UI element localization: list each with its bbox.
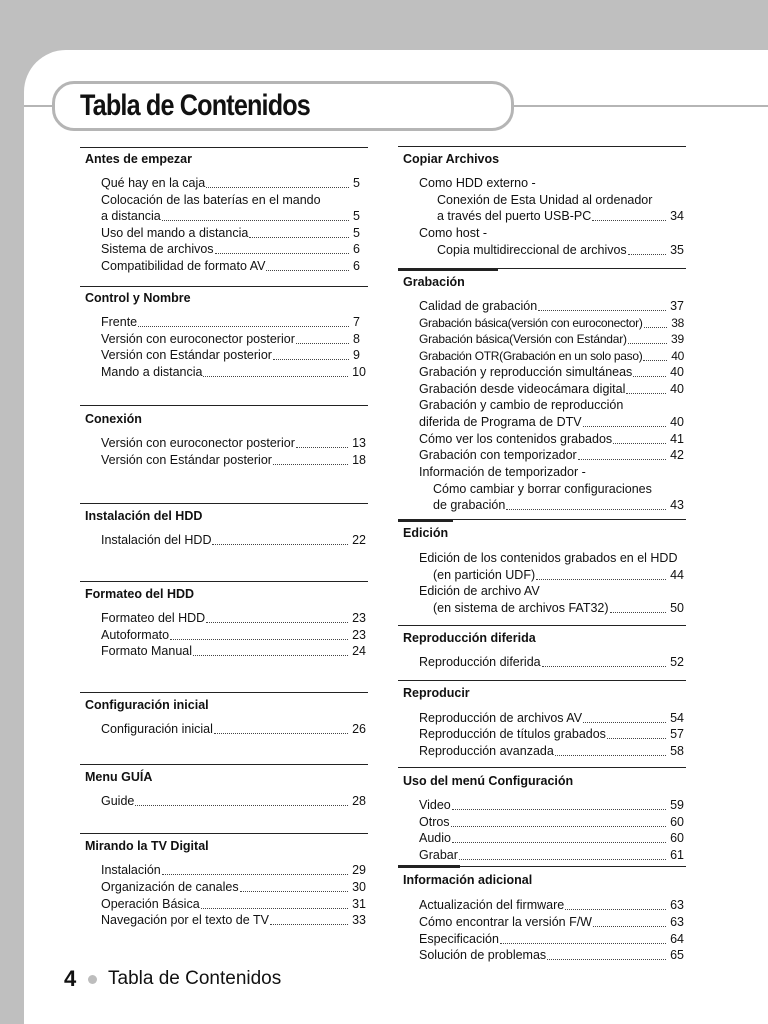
entry-title-line: Cómo cambiar y borrar configuraciones [433,482,652,496]
section-heading-info: Información adicional [403,873,533,887]
entry-title: Reproducción avanzada [419,744,554,758]
leader-dots [193,655,348,656]
section-heading-reproducir: Reproducir [403,686,470,700]
entry-title: Grabación desde videocámara digital [419,382,626,396]
leader-dots [643,360,667,361]
footer-label: Tabla de Contenidos [108,968,282,989]
entry-page: 23 [352,628,366,642]
leader-dots [206,187,349,188]
leader-dots [135,805,348,806]
entry-page: 52 [670,655,684,669]
entry-title: Cómo encontrar la versión F/W [419,915,592,929]
section-rule [80,405,368,406]
entry-page: 6 [353,259,360,273]
entry-page: 57 [670,727,684,741]
leader-dots [613,443,666,444]
entry-page: 31 [352,897,366,911]
leader-dots [162,220,349,221]
section-heading-copiar: Copiar Archivos [403,152,500,166]
entry-title: Versión con euroconector posterior [101,436,295,450]
entry-title: Autoformato [101,628,170,642]
entry-page: 50 [670,601,684,615]
entry-title: Reproducción de archivos AV [419,711,583,725]
entry-page: 33 [352,913,366,927]
section-rule [398,680,686,681]
entry-page: 26 [352,722,366,736]
entry-title: Reproducción diferida [419,655,541,669]
entry-page: 7 [353,315,360,329]
entry-page: 30 [352,880,366,894]
toc-entry[interactable] [419,431,684,448]
leader-dots [296,343,349,344]
leader-dots [506,509,666,510]
entry-page: 64 [670,932,684,946]
entry-title: Qué hay en la caja [101,176,206,190]
entry-title: Mando a distancia [101,365,203,379]
section-heading-conexion: Conexión [85,412,142,426]
leader-dots [633,376,666,377]
leader-dots [500,943,666,944]
entry-title: Otros [419,815,450,829]
toc-entry[interactable] [419,743,684,760]
toc-entry[interactable] [419,710,684,727]
toc-entry[interactable] [101,896,366,913]
entry-title: Versión con Estándar posterior [101,453,272,467]
leader-dots [628,343,667,344]
leader-dots [644,327,668,328]
section-rule [80,503,368,504]
toc-entry[interactable] [433,600,684,617]
entry-page: 18 [352,453,366,467]
entry-page: 40 [670,415,684,429]
entry-title: Grabar [419,848,458,862]
entry-title: (en sistema de archivos FAT32) [433,601,609,615]
leader-dots [203,376,348,377]
entry-title-line: Como host - [419,226,488,240]
toc-entry[interactable] [419,315,684,332]
entry-page: 5 [353,209,360,223]
section-heading-tv: Mirando la TV Digital [85,839,209,853]
entry-page: 24 [352,644,366,658]
entry-title-line: Edición de los contenidos grabados en el HDD [419,551,678,565]
footer-page-number: 4 [64,966,77,991]
entry-page: 42 [670,448,684,462]
entry-page: 35 [670,243,684,257]
leader-dots [215,253,349,254]
entry-title: Formateo del HDD [101,611,206,625]
entry-title: Organización de canales [101,880,239,894]
toc-entry[interactable] [419,298,684,315]
leader-dots [270,924,348,925]
entry-page: 22 [352,533,366,547]
toc-entry[interactable] [101,314,360,331]
toc-entry[interactable] [419,381,684,398]
entry-title: Copia multidireccional de archivos [437,243,627,257]
entry-page: 8 [353,332,360,346]
leader-dots [610,612,667,613]
leader-dots [592,220,666,221]
section-rule [398,625,686,626]
toc-entry[interactable] [101,225,360,242]
toc-entry[interactable] [419,830,684,847]
toc-entry[interactable] [101,721,366,738]
section-heading-formateo: Formateo del HDD [85,587,195,601]
section-heading-control: Control y Nombre [85,291,191,305]
toc-entry[interactable] [419,331,684,348]
entry-title: Sistema de archivos [101,242,214,256]
leader-dots [607,738,666,739]
leader-dots [170,639,348,640]
toc-entry[interactable] [419,931,684,948]
entry-title: Uso del mando a distancia [101,226,249,240]
toc-entry[interactable] [419,348,684,365]
section-heading-edicion: Edición [403,526,449,540]
leader-dots [583,426,667,427]
leader-dots [626,393,666,394]
entry-page: 63 [670,898,684,912]
leader-dots [162,874,348,875]
entry-page: 58 [670,744,684,758]
entry-title: Navegación por el texto de TV [101,913,269,927]
entry-title-line: Edición de archivo AV [419,584,540,598]
bullet-dot-icon [88,975,97,984]
section-rule [80,833,368,834]
entry-page: 9 [353,348,360,362]
entry-title: Solución de problemas [419,948,547,962]
entry-title-line: Colocación de las baterías en el mando [101,193,321,207]
section-heading-config: Configuración inicial [85,698,209,712]
leader-dots [547,959,666,960]
leader-dots [201,908,348,909]
section-heading-instalacion: Instalación del HDD [85,509,203,523]
entry-page: 63 [670,915,684,929]
leader-dots [536,579,666,580]
toc-entry[interactable] [101,912,366,929]
toc-entry[interactable] [419,847,684,864]
entry-page: 44 [670,568,684,582]
entry-title: diferida de Programa de DTV [419,415,582,429]
leader-dots [206,622,348,623]
section-rule [80,764,368,765]
entry-title: Compatibilidad de formato AV [101,259,266,273]
entry-title-line: Grabación y cambio de reproducción [419,398,624,412]
entry-title: Grabación básica(versión con euroconector) [419,316,643,330]
toc-entry[interactable] [419,814,684,831]
entry-title: Instalación del HDD [101,533,212,547]
entry-page: 10 [352,365,366,379]
toc-entry[interactable] [419,914,684,931]
entry-title: Guide [101,794,135,808]
leader-dots [452,842,666,843]
toc-entry[interactable] [101,627,366,644]
entry-title: Grabación básica(Versión con Estándar) [419,332,627,346]
entry-page: 59 [670,798,684,812]
toc-entry[interactable] [419,447,684,464]
entry-title: (en partición UDF) [433,568,536,582]
section-rule [80,692,368,693]
toc-entry[interactable] [437,242,684,259]
entry-page: 34 [670,209,684,223]
toc-entry[interactable] [101,862,366,879]
entry-title: Video [419,798,451,812]
entry-title: Instalación [101,863,161,877]
toc-entry[interactable] [419,364,684,381]
entry-page: 60 [670,831,684,845]
entry-page: 29 [352,863,366,877]
leader-dots [451,826,667,827]
section-rule [80,581,368,582]
entry-title-line: Información de temporizador - [419,465,586,479]
toc-entry[interactable] [419,726,684,743]
leader-dots [628,254,666,255]
leader-dots [565,909,666,910]
entry-page: 38 [671,316,684,330]
toc-entry[interactable] [101,331,360,348]
entry-page: 40 [671,349,684,363]
toc-entry[interactable] [101,208,360,225]
section-heading-diferida: Reproducción diferida [403,631,536,645]
leader-dots [212,544,348,545]
toc-entry[interactable] [419,414,684,431]
entry-title-line: Como HDD externo - [419,176,536,190]
entry-title: de grabación [433,498,506,512]
entry-title: Grabación y reproducción simultáneas [419,365,633,379]
toc-entry[interactable] [101,435,366,452]
toc-entry[interactable] [101,241,360,258]
leader-dots [138,326,349,327]
section-rule [398,146,686,147]
toc-entry[interactable] [101,610,366,627]
entry-title: Calidad de grabación [419,299,538,313]
entry-page: 54 [670,711,684,725]
leader-dots [214,733,348,734]
entry-page: 43 [670,498,684,512]
toc-entry[interactable] [419,797,684,814]
toc-entry[interactable] [419,947,684,964]
leader-dots [593,926,666,927]
leader-dots [452,809,666,810]
entry-page: 37 [670,299,684,313]
leader-dots [266,270,349,271]
entry-page: 5 [353,226,360,240]
entry-title-line: Conexión de Esta Unidad al ordenador [437,193,653,207]
entry-title: Especificación [419,932,499,946]
toc-entry[interactable] [419,654,684,671]
entry-title: Operación Básica [101,897,200,911]
toc-entry[interactable] [101,364,366,381]
entry-page: 40 [670,382,684,396]
entry-page: 41 [670,432,684,446]
toc-entry[interactable] [101,347,360,364]
entry-title: Reproducción de títulos grabados [419,727,606,741]
entry-title: a través del puerto USB-PC [437,209,592,223]
section-rule-accent [398,519,453,522]
section-rule [80,147,368,148]
entry-title: Versión con euroconector posterior [101,332,295,346]
leader-dots [542,666,666,667]
toc-entry[interactable] [101,532,366,549]
section-heading-grabacion: Grabación [403,275,465,289]
entry-page: 61 [670,848,684,862]
section-heading-guia: Menu GUÍA [85,770,153,784]
entry-page: 40 [670,365,684,379]
section-rule-accent [398,865,460,868]
entry-title: Audio [419,831,451,845]
entry-page: 23 [352,611,366,625]
leader-dots [578,459,666,460]
toc-entry[interactable] [101,879,366,896]
leader-dots [249,237,349,238]
toc-entry[interactable] [433,567,684,584]
entry-title: Actualización del firmware [419,898,565,912]
entry-title: Configuración inicial [101,722,213,736]
section-rule [80,286,368,287]
leader-dots [583,722,666,723]
toc-entry[interactable] [101,793,366,810]
section-heading-antes: Antes de empezar [85,152,192,166]
toc-entry[interactable] [101,258,360,275]
leader-dots [555,755,666,756]
leader-dots [273,359,349,360]
section-rule [398,767,686,768]
entry-title: Cómo ver los contenidos grabados [419,432,613,446]
toc-entry[interactable] [433,497,684,514]
entry-page: 39 [671,332,684,346]
leader-dots [273,464,348,465]
toc-entry[interactable] [101,643,366,660]
entry-page: 65 [670,948,684,962]
entry-page: 13 [352,436,366,450]
leader-dots [240,891,349,892]
entry-title: Versión con Estándar posterior [101,348,272,362]
section-heading-menu-config: Uso del menú Configuración [403,774,574,788]
toc-entry[interactable] [437,208,684,225]
toc-entry[interactable] [419,897,684,914]
entry-title: a distancia [101,209,161,223]
leader-dots [296,447,348,448]
toc-entry[interactable] [101,452,366,469]
entry-title: Formato Manual [101,644,193,658]
entry-page: 5 [353,176,360,190]
leader-dots [459,859,666,860]
page-title: Tabla de Contenidos [80,89,310,122]
entry-title: Grabación con temporizador [419,448,577,462]
entry-page: 60 [670,815,684,829]
leader-dots [538,310,666,311]
entry-page: 28 [352,794,366,808]
section-rule-accent [398,268,498,271]
entry-title: Frente [101,315,138,329]
entry-page: 6 [353,242,360,256]
toc-entry[interactable] [101,175,360,192]
entry-title: Grabación OTR(Grabación en un solo paso) [419,349,643,363]
